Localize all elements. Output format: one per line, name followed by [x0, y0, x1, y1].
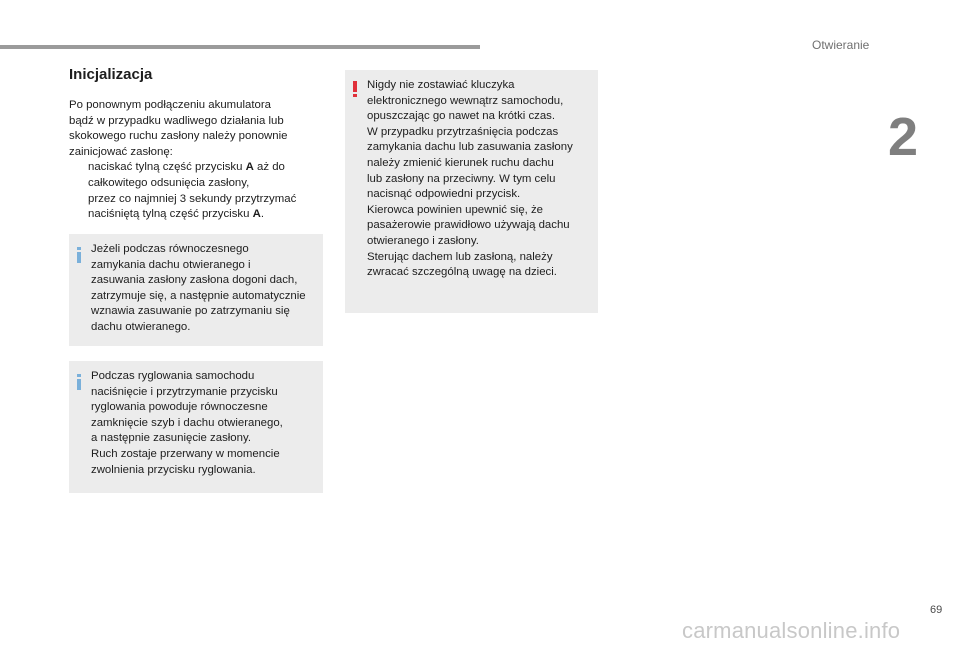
info-text: [91, 242, 319, 336]
info-line: dachu otwieranego.: [91, 320, 191, 333]
info-line: wznawia zasuwanie po zatrzymaniu się: [91, 305, 290, 318]
info-line: Jeżeli podczas równoczesnego: [91, 243, 249, 255]
warning-line: zamykania dachu lub zasuwania zasłony: [367, 141, 573, 154]
info-icon: [77, 247, 81, 263]
warning-icon: [353, 81, 357, 97]
chapter-title: Otwieranie: [812, 38, 870, 52]
info-line: naciśnięcie i przytrzymanie przycisku: [91, 385, 278, 398]
bullet-text: naciskać tylną część przycisku: [88, 161, 246, 174]
intro-line: skokowego ruchu zasłony należy ponownie: [69, 130, 288, 143]
warning-line: Sterując dachem lub zasłoną, należy: [367, 250, 553, 263]
button-ref: A: [252, 208, 261, 221]
warning-line: W przypadku przytrzaśnięcia podczas: [367, 125, 559, 138]
warning-line: nacisnąć odpowiedni przycisk.: [367, 188, 521, 201]
info-box: [69, 234, 323, 346]
bullet-item: [69, 160, 319, 191]
bullet-text-end: .: [260, 208, 265, 221]
intro-line: bądź w przypadku wadliwego działania lub: [69, 114, 284, 127]
warning-box: [345, 70, 598, 313]
info-line: Podczas ryglowania samochodu: [91, 370, 255, 382]
intro-line: Po ponownym podłączeniu akumulatora: [69, 99, 271, 111]
watermark: carmanualsonline.info: [682, 618, 901, 643]
section-body: [69, 98, 319, 223]
page-number: 69: [930, 604, 943, 616]
button-ref: A: [245, 161, 254, 174]
info-line: zamykania dachu otwieranego i: [91, 258, 251, 271]
intro-line: zainicjować zasłonę:: [69, 145, 173, 158]
warning-line: Nigdy nie zostawiać kluczyka: [367, 79, 515, 91]
bullet-marker-icon: [69, 160, 88, 191]
info-line: ryglowania powoduje równoczesne: [91, 401, 268, 414]
warning-line: elektronicznego wewnątrz samochodu,: [367, 94, 564, 107]
bullet-text: całkowitego odsunięcia zasłony,: [88, 176, 250, 189]
warning-line: opuszczając go nawet na krótki czas.: [367, 110, 556, 123]
info-line: a następnie zasunięcie zasłony.: [91, 432, 251, 445]
warning-text: [367, 78, 594, 281]
bullet-text: przez co najmniej 3 sekundy przytrzymać: [88, 192, 297, 205]
bullet-text: naciśniętą tylną część przycisku: [88, 208, 253, 221]
warning-line: lub zasłony na przeciwny. W tym celu: [367, 172, 556, 185]
section-title: Inicjalizacja: [69, 66, 153, 83]
bullet-text-end: aż do: [253, 161, 285, 174]
info-line: zwolnienia przycisku ryglowania.: [91, 463, 256, 476]
warning-line: Kierowca powinien upewnić się, że: [367, 203, 544, 216]
chapter-number: 2: [888, 107, 919, 167]
header-rule: [0, 45, 480, 49]
bullet-item: [69, 192, 319, 223]
info-line: zamknięcie szyb i dachu otwieranego,: [91, 416, 283, 429]
info-line: zasuwania zasłony zasłona dogoni dach,: [91, 274, 298, 287]
warning-line: otwieranego i zasłony.: [367, 234, 479, 247]
warning-line: zwracać szczególną uwagę na dzieci.: [367, 266, 557, 279]
info-line: zatrzymuje się, a następnie automatycznie: [91, 289, 306, 302]
bullet-marker-icon: [69, 192, 88, 223]
info-icon: [77, 374, 81, 390]
warning-line: należy zmienić kierunek ruchu dachu: [367, 156, 554, 169]
warning-line: pasażerowie prawidłowo używają dachu: [367, 219, 570, 232]
info-line: Ruch zostaje przerwany w momencie: [91, 447, 280, 460]
info-box: [69, 361, 323, 493]
info-text: [91, 369, 319, 478]
